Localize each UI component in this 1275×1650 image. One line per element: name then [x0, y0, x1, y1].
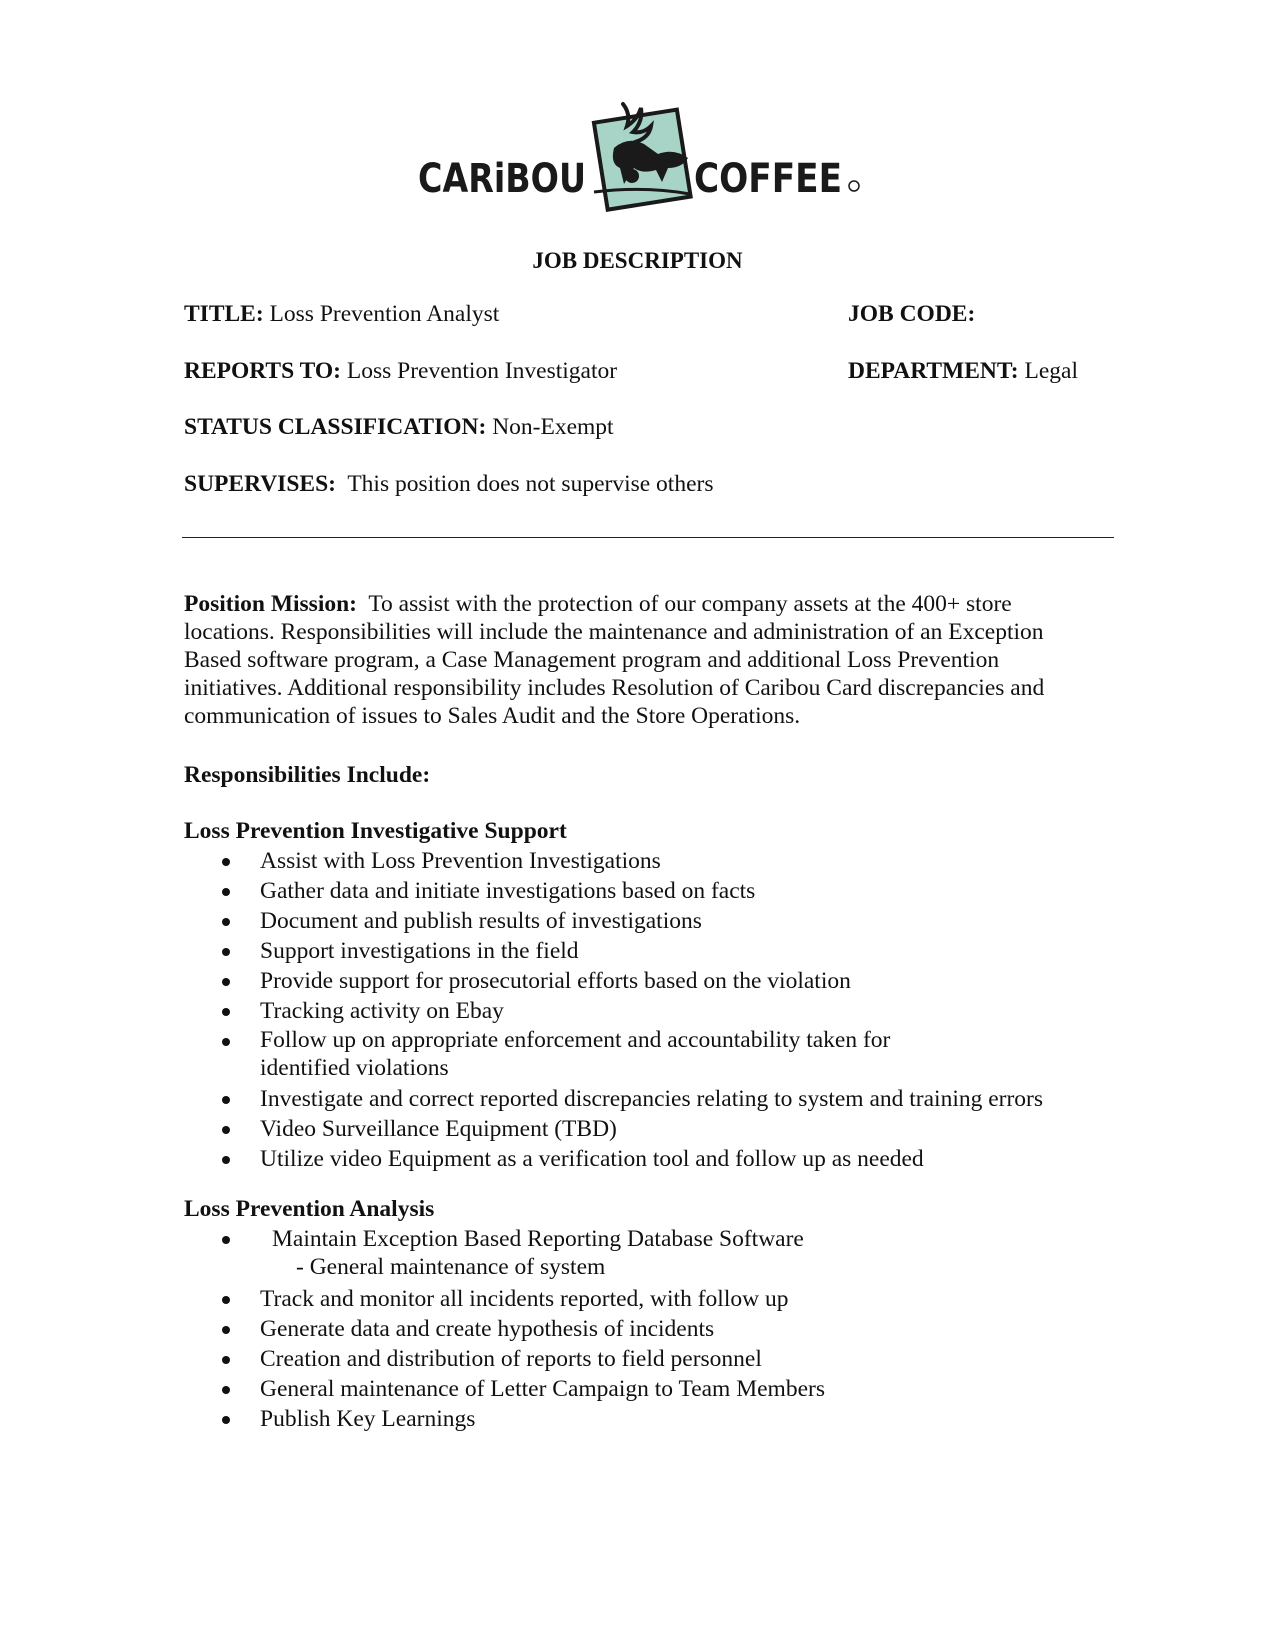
list-item: Video Surveillance Equipment (TBD) [184, 1114, 1114, 1144]
list-item: Maintain Exception Based Reporting Database Software [184, 1224, 1114, 1254]
bullet-icon [222, 1126, 230, 1134]
reports-to-value: Loss Prevention Investigator [346, 358, 618, 384]
bullet-icon [222, 1386, 230, 1394]
mission-line-2: locations. Responsibilities will include the maintenance and administration of an Exception [184, 619, 1044, 645]
logo-graphic [418, 96, 870, 228]
bullet-icon [222, 948, 230, 956]
analysis-list [184, 1284, 1114, 1434]
bullet-icon [222, 978, 230, 986]
bullet-icon [222, 888, 230, 896]
list-item: Provide support for prosecutorial efforts based on the violation [184, 966, 1114, 996]
job-code-field [848, 301, 975, 328]
sub-list-item: - General maintenance of system [296, 1254, 606, 1280]
bullet-icon [222, 1326, 230, 1334]
list-item: General maintenance of Letter Campaign to Team Members [184, 1374, 1114, 1404]
list-item: Document and publish results of investigations [184, 906, 1114, 936]
svg-text:CARiBOU: CARiBOU [418, 156, 586, 202]
department-value: Legal [1024, 358, 1079, 384]
list-item: Tracking activity on Ebay [184, 996, 1114, 1026]
analysis-list-top [184, 1224, 1114, 1254]
list-item: Utilize video Equipment as a verification tool and follow up as needed [184, 1144, 1114, 1174]
list-item: Support investigations in the field [184, 936, 1114, 966]
status-label: STATUS CLASSIFICATION: [184, 414, 487, 440]
list-item: Creation and distribution of reports to field personnel [184, 1344, 1114, 1374]
mission-line-1: Position Mission: To assist with the protection of our company assets at the 400+ store [184, 591, 1012, 617]
supervises-field [184, 471, 714, 498]
document-title: JOB DESCRIPTION [532, 248, 743, 273]
bullet-icon [222, 1156, 230, 1164]
list-item: Investigate and correct reported discrepancies relating to system and training errors [184, 1084, 1114, 1114]
job-code-label: JOB CODE: [848, 301, 976, 327]
mission-line-3: Based software program, a Case Management program and additional Loss Prevention [184, 647, 1000, 673]
department-label: DEPARTMENT: [848, 358, 1019, 384]
bullet-icon [222, 858, 230, 866]
mission-line-4: initiatives. Additional responsibility includes Resolution of Caribou Card discrepancies and [184, 675, 1045, 701]
reports-to-label: REPORTS TO: [184, 358, 341, 384]
bullet-icon [222, 1236, 230, 1244]
list-item: Assist with Loss Prevention Investigations [184, 846, 1114, 876]
list-item: Follow up on appropriate enforcement and accountability taken for identified violations [184, 1026, 940, 1084]
title-field [184, 301, 499, 328]
responsibilities-heading: Responsibilities Include: [184, 762, 431, 788]
svg-text:COFFEE: COFFEE [694, 156, 842, 202]
supervises-value: This position does not supervise others [347, 471, 714, 497]
supervises-label: SUPERVISES: [184, 471, 336, 497]
status-value: Non-Exempt [492, 414, 614, 440]
bullet-icon [222, 918, 230, 926]
bullet-icon [222, 1296, 230, 1304]
bullet-icon [222, 1416, 230, 1424]
department-field [848, 358, 1078, 385]
list-item: Publish Key Learnings [184, 1404, 1114, 1434]
section-investigative-support-heading: Loss Prevention Investigative Support [184, 818, 567, 844]
reports-to-field [184, 358, 617, 385]
mission-line-5: communication of issues to Sales Audit and the Store Operations. [184, 703, 801, 729]
bullet-icon [222, 1008, 230, 1016]
list-item: Generate data and create hypothesis of incidents [184, 1314, 1114, 1344]
title-value: Loss Prevention Analyst [269, 301, 500, 327]
mission-label: Position Mission: [184, 591, 358, 617]
bullet-icon [222, 1038, 230, 1046]
divider-line [182, 537, 1114, 538]
bullet-icon [222, 1356, 230, 1364]
caribou-coffee-logo [418, 96, 870, 228]
position-mission [184, 590, 1104, 730]
list-item: Gather data and initiate investigations based on facts [184, 876, 1114, 906]
status-field [184, 414, 614, 441]
title-label: TITLE: [184, 301, 264, 327]
section-analysis-heading: Loss Prevention Analysis [184, 1196, 435, 1222]
list-item: Track and monitor all incidents reported, with follow up [184, 1284, 1114, 1314]
investigative-support-list [184, 846, 1114, 1174]
bullet-icon [222, 1096, 230, 1104]
